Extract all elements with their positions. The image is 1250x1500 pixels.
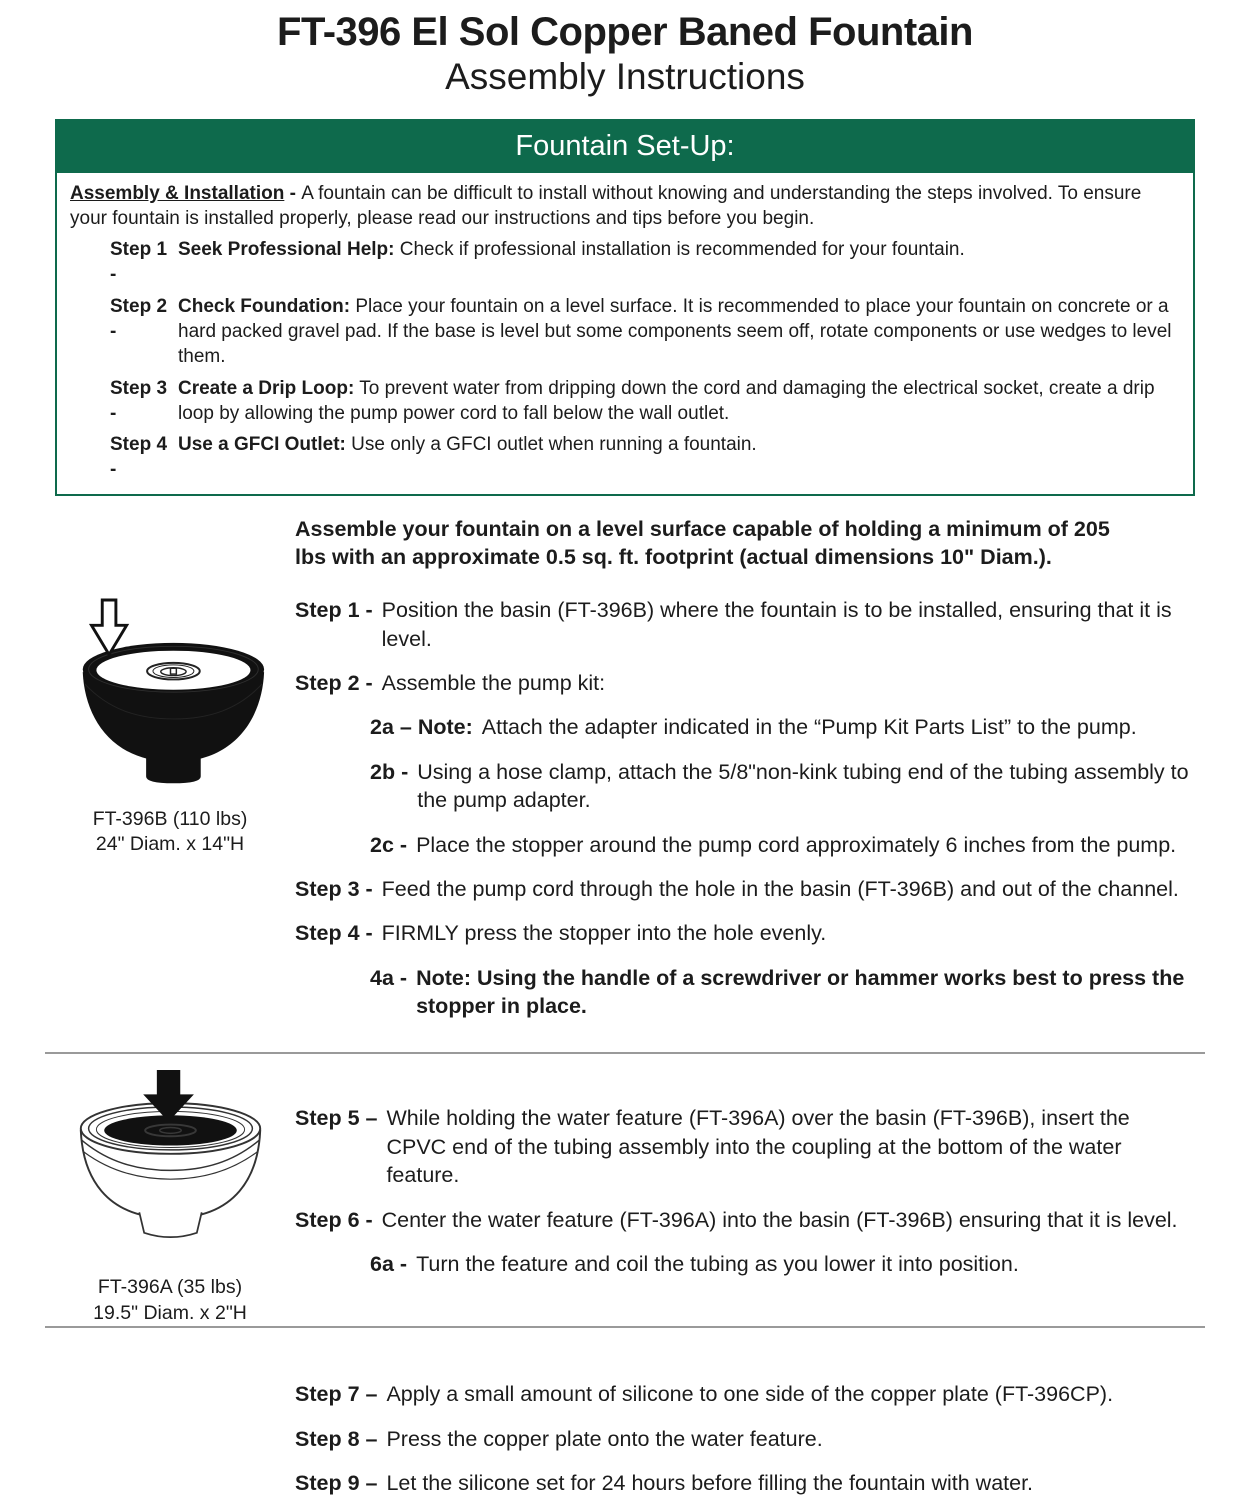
water-feature-illustration [73, 1066, 268, 1266]
figure-caption [45, 1275, 295, 1326]
setup-step-row [110, 376, 1180, 427]
step-text: Press the copper plate onto the water feature. [386, 1426, 823, 1451]
step-label: Step 1 - [110, 239, 168, 286]
step-label: Step 8 – [295, 1426, 378, 1451]
step-label: 2b - [370, 759, 409, 784]
substep-row [370, 1250, 1190, 1278]
down-arrow-outline-icon [91, 600, 126, 655]
step-text: Feed the pump cord through the hole in the basin (FT-396B) and out of the channel. [381, 876, 1179, 901]
water-feature-figure [45, 1066, 295, 1326]
step-text: Use only a GFCI outlet when running a fountain. [351, 434, 757, 456]
step-label: Step 2 - [110, 295, 168, 343]
step-text: To prevent water from dripping down the cord and damaging the electrical socket, create a drip loop by allowing the pump power cord to fall below the wall outlet. [178, 377, 1155, 424]
step-content [178, 432, 1180, 483]
step-row [295, 1104, 1190, 1189]
figure-caption-line2: 24" Diam. x 14"H [95, 832, 245, 855]
page-title: FT-396 El Sol Copper Baned Fountain [277, 10, 973, 54]
step-label: Step 2 - [295, 671, 373, 696]
assembly-intro: Assemble your fountain on a level surface capable of holding a minimum of 205 lbs with an approximate 0.5 sq. ft. footprint (actual dimensions 10" Diam.). [295, 516, 1110, 569]
substep-row [370, 713, 1190, 741]
step-label: Step 6 - [295, 1207, 373, 1232]
basin-illustration [73, 596, 268, 798]
step-text: Position the basin (FT-396B) where the fountain is to be installed, ensuring that it is level. [381, 598, 1172, 651]
step-content [178, 294, 1180, 370]
step-content [178, 376, 1180, 427]
step-text: Turn the feature and coil the tubing as you lower it into position. [416, 1251, 1019, 1276]
step-row [295, 1469, 1190, 1497]
step-label: Step 5 – [295, 1106, 378, 1131]
basin-figure [45, 596, 295, 1037]
figure-caption-line2: 19.5" Diam. x 2"H [93, 1301, 247, 1324]
step-row [295, 1206, 1190, 1234]
section-basin-setup [0, 496, 1250, 1037]
step-label: Step 3 - [295, 876, 373, 901]
step-label: 4a - [370, 965, 408, 990]
step-label: Step 7 – [295, 1382, 378, 1407]
step-title: Use a GFCI Outlet: [178, 434, 346, 456]
step-text: Place your fountain on a level surface. It is recommended to place your fountain on concrete or a hard packed gravel pad. If the base is level but some components seem off, rotate components or use wedges to level them. [178, 295, 1172, 368]
step-label: 6a - [370, 1251, 408, 1276]
step-label: Step 9 – [295, 1470, 378, 1495]
substep-row [370, 964, 1190, 1021]
step-text: While holding the water feature (FT-396A) over the basin (FT-396B), insert the CPVC end of the tubing assembly into the coupling at the bottom of the water feature. [386, 1106, 1130, 1188]
step-label: Step 4 - [295, 921, 373, 946]
step-label: Step 4 - [110, 434, 168, 481]
setup-intro [70, 181, 1180, 232]
section2-steps [295, 1054, 1250, 1326]
document-header [0, 0, 1250, 98]
setup-step-row [110, 237, 1180, 288]
step-text: Check if professional installation is recommended for your fountain. [399, 239, 965, 261]
setup-box-body [57, 173, 1193, 494]
step-text: Using a hose clamp, attach the 5/8"non-kink tubing end of the tubing assembly to the pump adapter. [417, 759, 1189, 813]
step-label: Step 1 - [295, 598, 373, 623]
step-row [295, 919, 1190, 947]
figure-caption-line1: FT-396A (35 lbs) [97, 1276, 243, 1299]
step-row [295, 596, 1190, 653]
step-text: Center the water feature (FT-396A) into the basin (FT-396B) ensuring that it is level. [381, 1207, 1178, 1232]
step-title: Seek Professional Help: [178, 239, 395, 261]
setup-intro-lead: Assembly & Installation [70, 182, 285, 204]
substep-row [370, 758, 1190, 815]
step-title: Check Foundation: [178, 295, 351, 317]
section-water-feature [0, 1054, 1250, 1326]
step-text: Assemble the pump kit: [381, 671, 606, 696]
section-finishing-steps [295, 1328, 1250, 1497]
setup-intro-dash: - [284, 182, 302, 204]
substep-row [370, 831, 1190, 859]
setup-box [55, 119, 1195, 496]
step-row [295, 875, 1190, 903]
step-text: Let the silicone set for 24 hours before filling the fountain with water. [386, 1470, 1034, 1495]
step-label: Step 3 - [110, 377, 168, 424]
setup-box-header: Fountain Set-Up: [57, 121, 1193, 173]
setup-step-row [110, 432, 1180, 483]
water-feature-disc [104, 1116, 237, 1146]
page-subtitle: Assembly Instructions [445, 56, 805, 97]
step-row [295, 669, 1190, 697]
step-text: Note: Using the handle of a screwdriver or hammer works best to press the stopper in place. [416, 965, 1185, 1019]
step-text: Apply a small amount of silicone to one side of the copper plate (FT-396CP). [386, 1382, 1114, 1407]
figure-caption-line1: FT-396B (110 lbs) [92, 807, 248, 830]
pump-fitting [147, 662, 200, 679]
step-text: FIRMLY press the stopper into the hole evenly. [381, 921, 827, 946]
step-text: Attach the adapter indicated in the “Pump Kit Parts List” to the pump. [481, 715, 1137, 740]
step-text: Place the stopper around the pump cord approximately 6 inches from the pump. [416, 832, 1177, 857]
section1-steps [295, 496, 1250, 1037]
step-title: Create a Drip Loop: [178, 377, 355, 399]
step-label: 2a – Note: [370, 715, 473, 740]
figure-caption [45, 807, 295, 858]
setup-step-row [110, 294, 1180, 370]
step-label: 2c - [370, 832, 408, 857]
step-content [178, 237, 1180, 288]
step-row [295, 1380, 1190, 1408]
step-row [295, 1425, 1190, 1453]
setup-intro-text: A fountain can be difficult to install without knowing and understanding the steps involved. To ensure your fountain is installed properly, please read our instructions and tips before you begin. [70, 182, 1142, 229]
